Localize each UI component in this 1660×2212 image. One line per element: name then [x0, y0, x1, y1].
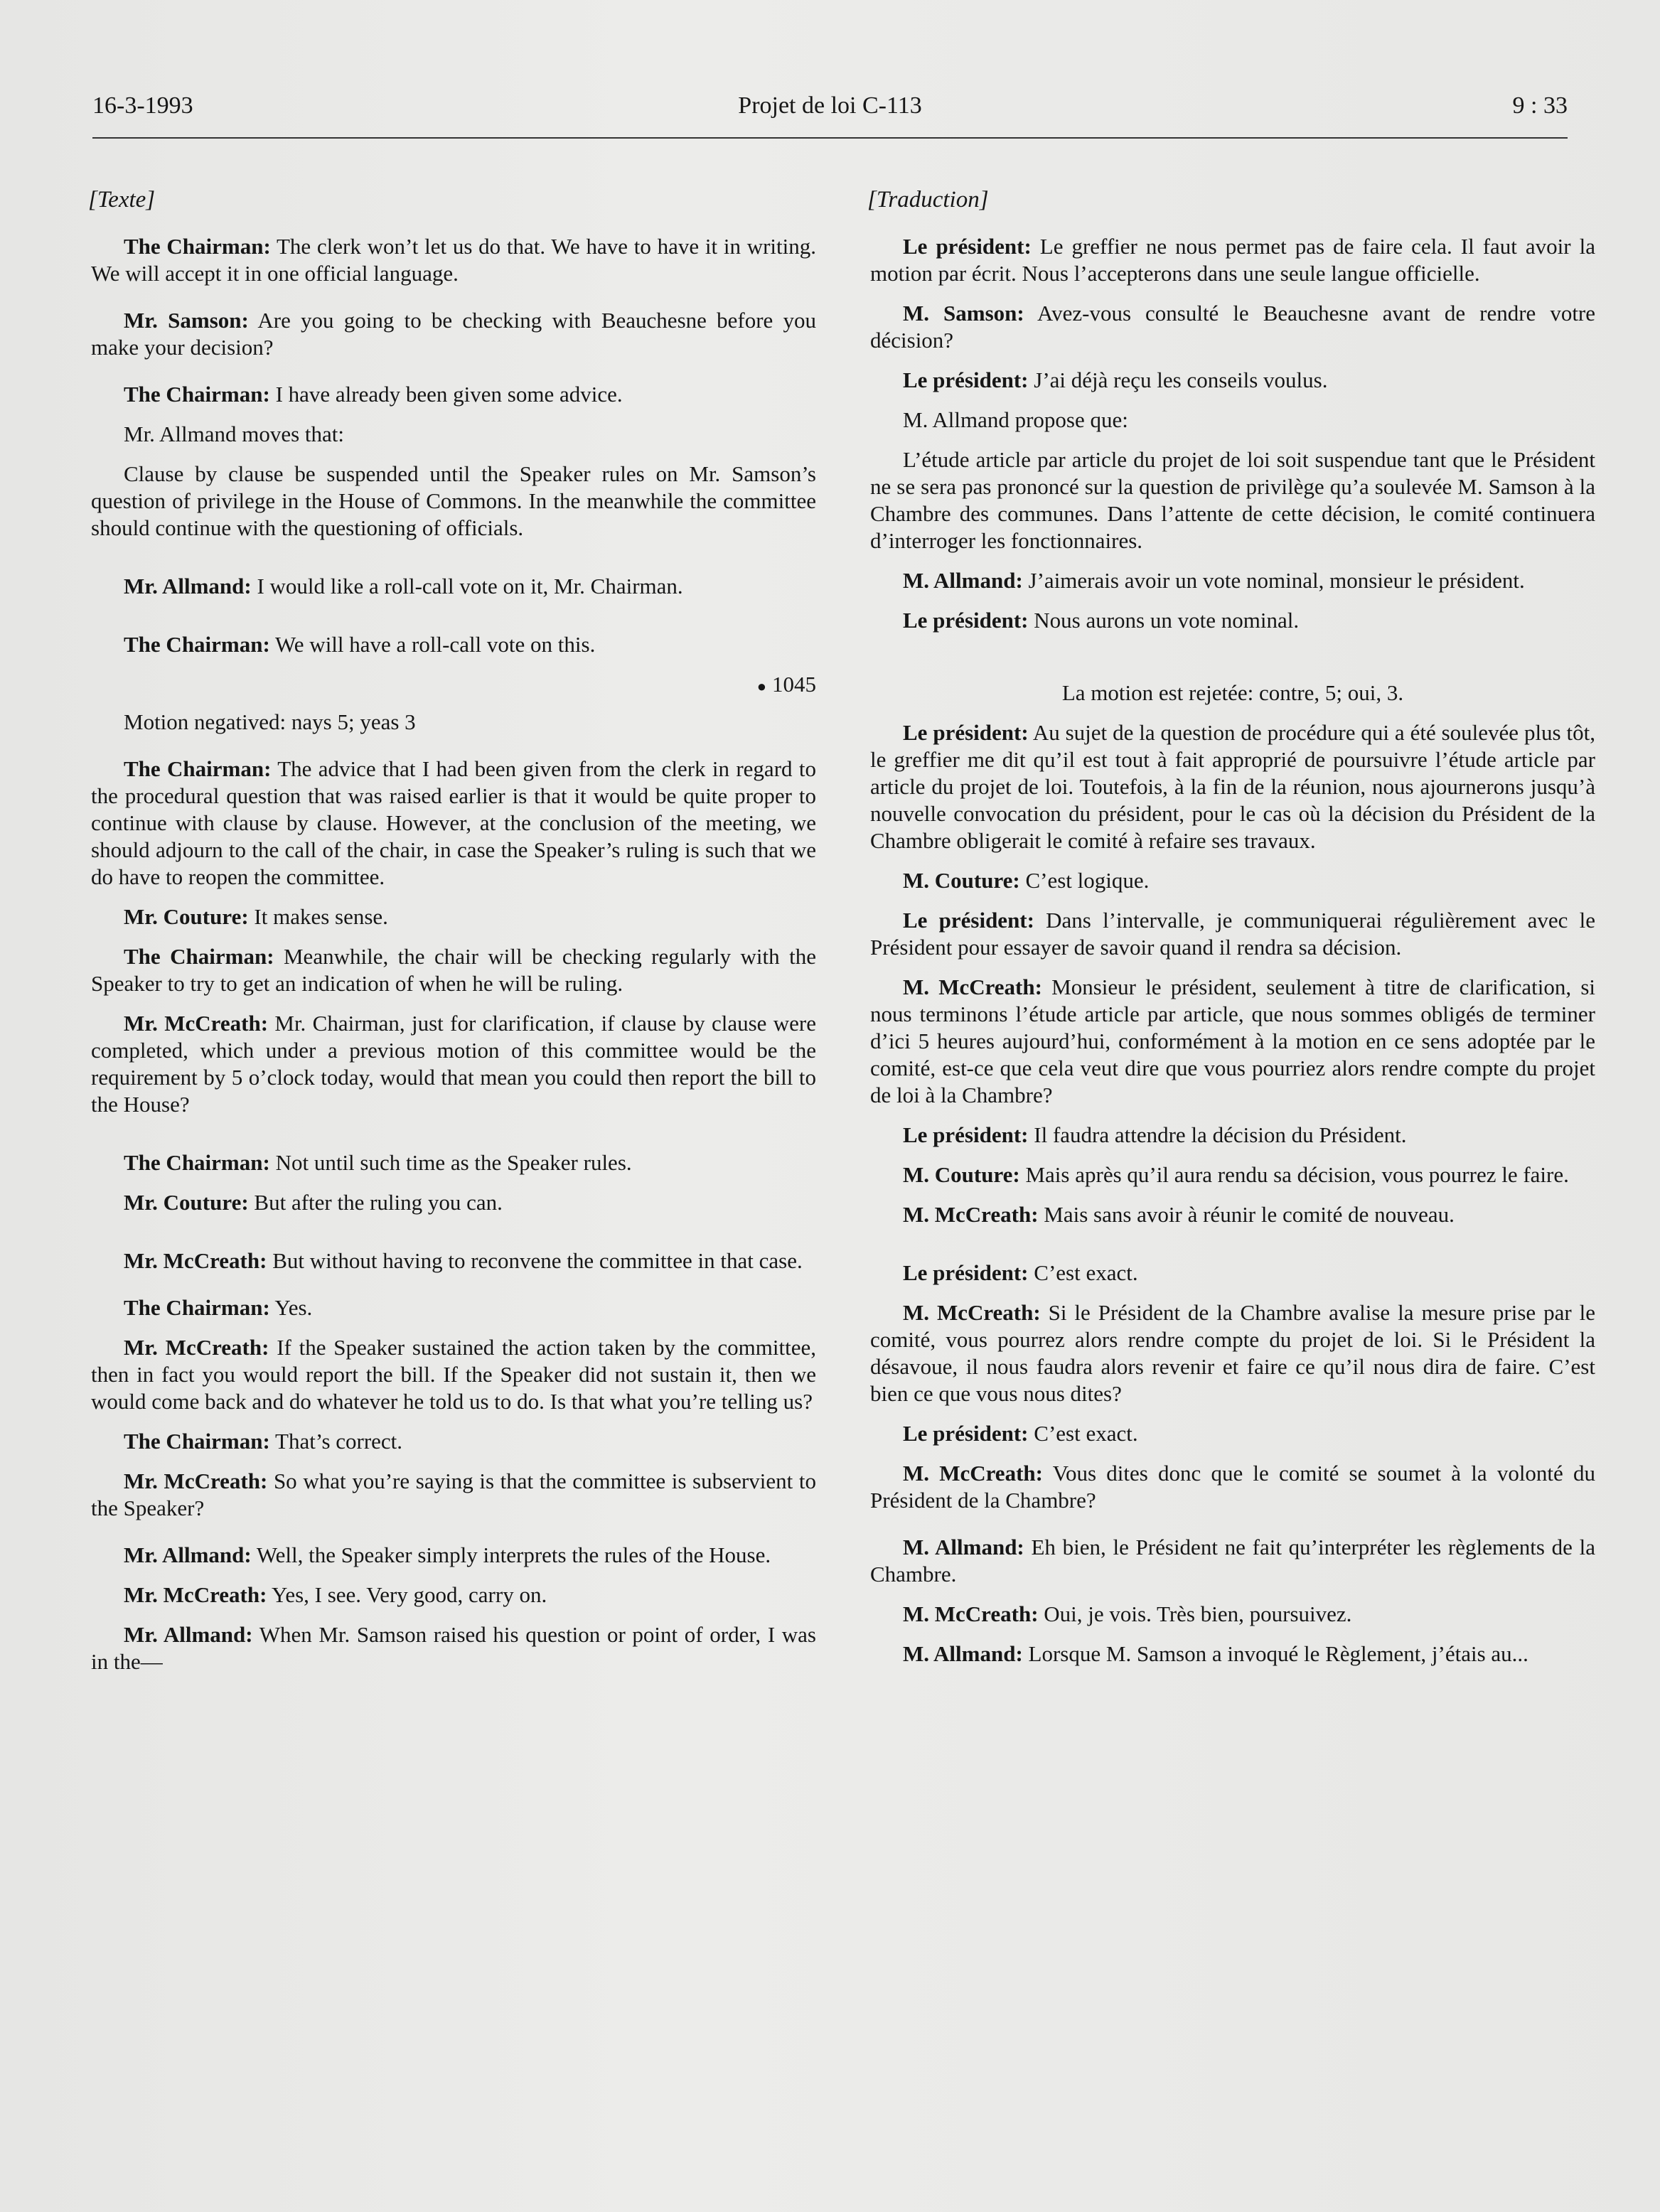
transcript-paragraph [870, 233, 1595, 287]
column-heading-texte: [Texte] [88, 187, 156, 213]
speech-text: Si le Président de la Chambre avalise la mesure prise par le comité, vous pourrez alors rendre compte du projet de loi. Si le Président la désavoue, il nous faudra alors revenir et faire ce qu’il nous dira de faire. C’est bien ce que vous nous dites? [870, 1300, 1595, 1406]
speech-text: C’est exact. [1028, 1260, 1138, 1285]
header-date: 16-3-1993 [92, 92, 193, 119]
speech-text: Lorsque M. Samson a invoqué le Règlement, j’étais au... [1022, 1641, 1528, 1666]
transcript-paragraph [870, 607, 1595, 634]
speaker-name: Le président: [903, 908, 1034, 933]
speaker-name: Mr. McCreath: [124, 1247, 267, 1273]
speaker-name: Mr. Allmand: [124, 574, 252, 598]
transcript-paragraph [91, 756, 816, 891]
speaker-name: M. Allmand: [903, 568, 1023, 593]
speech-text: La motion est rejetée: contre, 5; oui, 3. [1061, 680, 1404, 705]
speaker-name: Mr. McCreath: [124, 1468, 268, 1493]
motion-result [91, 709, 816, 736]
speech-text: The advice that I had been given from the clerk in regard to the procedural question that was raised earlier is that it would be quite proper to continue with clause by clause. However, at the conclusion of the meeting, we should adjourn to the call of the chair, in case the Speaker’s ruling is such that we do have to reopen the committee. [91, 756, 816, 889]
transcript-paragraph [870, 867, 1595, 894]
speech-text: Mr. Allmand moves that: [124, 422, 344, 446]
transcript-paragraph [91, 1582, 816, 1609]
speech-text: Yes, I see. Very good, carry on. [267, 1582, 547, 1607]
speech-text: M. Allmand propose que: [903, 407, 1128, 432]
speech-text: When Mr. Samson raised his question or point of order, I was in the— [91, 1621, 816, 1674]
speech-text: That’s correct. [269, 1428, 403, 1454]
speech-text: I have already been given some advice. [269, 382, 623, 407]
speaker-name: M. McCreath: [903, 975, 1042, 999]
speaker-name: Mr. Couture: [124, 903, 249, 929]
transcript-paragraph [91, 1010, 816, 1118]
speech-text: So what you’re saying is that the committee is subservient to the Speaker? [91, 1468, 816, 1520]
speech-text: Not until such time as the Speaker rules. [269, 1149, 632, 1175]
header-rule [92, 137, 1568, 139]
speaker-name: Mr. Samson: [124, 308, 249, 333]
speaker-name: The Chairman: [124, 1149, 270, 1175]
transcript-paragraph [91, 1334, 816, 1415]
speech-text: We will have a roll-call vote on this. [269, 632, 596, 657]
speech-text: Le greffier ne nous permet pas de faire cela. Il faut avoir la motion par écrit. Nous l’accepterons dans une seule langue officielle. [870, 234, 1595, 286]
speaker-name: The Chairman: [124, 1294, 270, 1320]
transcript-paragraph [91, 1294, 816, 1321]
transcript-paragraph [870, 1201, 1595, 1228]
speaker-name: The Chairman: [124, 756, 272, 781]
speaker-name: Mr. McCreath: [124, 1582, 267, 1607]
transcript-paragraph [870, 1534, 1595, 1588]
transcript-paragraph [91, 1468, 816, 1522]
speaker-name: The Chairman: [124, 382, 270, 407]
speaker-name: M. Allmand: [903, 1535, 1024, 1559]
time-marker [91, 671, 816, 700]
transcript-paragraph [870, 1641, 1595, 1668]
speech-text: Mais après qu’il aura rendu sa décision, vous pourrez le faire. [1019, 1162, 1569, 1187]
speaker-name: Le président: [903, 367, 1029, 392]
transcript-paragraph [870, 407, 1595, 434]
speaker-name: Le président: [903, 1421, 1029, 1446]
speech-text: Well, the Speaker simply interprets the rules of the House. [251, 1542, 771, 1567]
speaker-name: The Chairman: [124, 1428, 270, 1454]
speech-text: Dans l’intervalle, je communiquerai régulièrement avec le Président pour essayer de savoir quand il rendra sa décision. [870, 908, 1595, 960]
speaker-name: M. Couture: [903, 1162, 1020, 1187]
speech-text: Monsieur le président, seulement à titre de clarification, si nous terminons l’étude article par article, que nous sommes obligés de terminer d’ici 5 heures aujourd’hui, conformément à la motion en ce sens adoptée par le comité, est-ce que cela veut dire que vous pourriez alors rendre compte du projet de loi à la Chambre? [870, 975, 1595, 1107]
speech-text: L’étude article par article du projet de loi soit suspendue tant que le Président ne se sera pas prononcé sur la question de privilège qu’a soulevée M. Samson à la Chambre des communes. Dans l’attente de cette décision, le comité continuera d’interroger les fonctionnaires. [870, 447, 1595, 553]
speech-text: Clause by clause be suspended until the Speaker rules on Mr. Samson’s question of privilege in the House of Commons. In the meanwhile the committee should continue with the questioning of officials. [91, 461, 816, 540]
transcript-paragraph [91, 1428, 816, 1455]
transcript-paragraph [870, 907, 1595, 961]
speech-text: Meanwhile, the chair will be checking regularly with the Speaker to try to get an indication of when he will be ruling. [91, 943, 816, 996]
speech-text: Eh bien, le Président ne fait qu’interpréter les règlements de la Chambre. [870, 1535, 1595, 1586]
speaker-name: Le président: [903, 608, 1029, 633]
speech-text: C’est logique. [1019, 868, 1150, 893]
transcript-paragraph [91, 631, 816, 658]
transcript-paragraph [91, 1247, 816, 1274]
speech-text: Vous dites donc que le comité se soumet à la volonté du Président de la Chambre? [870, 1461, 1595, 1513]
speech-text: I would like a roll-call vote on it, Mr. Chairman. [251, 574, 683, 598]
speech-text: Avez-vous consulté le Beauchesne avant de rendre votre décision? [870, 301, 1596, 353]
speaker-name: Mr. McCreath: [124, 1334, 269, 1360]
motion-text [870, 446, 1595, 554]
header-title: Projet de loi C-113 [738, 92, 922, 119]
transcript-paragraph [91, 573, 816, 600]
speech-text: Nous aurons un vote nominal. [1028, 608, 1300, 633]
speaker-name: Mr. Allmand: [124, 1621, 253, 1647]
speaker-name: Mr. Allmand: [124, 1542, 252, 1567]
speech-text: The clerk won’t let us do that. We have to have it in writing. We will accept it in one official language. [91, 234, 816, 286]
speech-text: Au sujet de la question de procédure qui a été soulevée plus tôt, le greffier me dit qu’il est tout à fait approprié de poursuivre l’étude article par article du projet de loi. Toutefois, à la fin de la réunion, nous ajournerons jusqu’à nouvelle convocation du président, pour le cas où la décision du Président de la Chambre obligerait le comité à refaire ses travaux. [870, 720, 1595, 853]
transcript-paragraph [91, 943, 816, 997]
speech-text: Yes. [269, 1294, 313, 1320]
speech-text: But without having to reconvene the committee in that case. [267, 1247, 803, 1273]
speech-text: J’aimerais avoir un vote nominal, monsieur le président. [1022, 568, 1525, 593]
transcript-paragraph [870, 567, 1595, 594]
speaker-name: M. McCreath: [903, 1202, 1039, 1227]
transcript-paragraph [870, 1122, 1595, 1149]
speaker-name: The Chairman: [124, 234, 271, 259]
speaker-name: Le président: [903, 1260, 1029, 1285]
speech-text: Motion negatived: nays 5; yeas 3 [124, 709, 416, 734]
speech-text: Il faudra attendre la décision du Président. [1028, 1122, 1407, 1147]
transcript-paragraph [870, 719, 1595, 854]
speaker-name: Mr. Couture: [124, 1189, 249, 1215]
speaker-name: M. Allmand: [903, 1641, 1023, 1666]
transcript-paragraph [91, 1149, 816, 1176]
transcript-paragraph [870, 1601, 1595, 1628]
transcript-paragraph [870, 1299, 1595, 1407]
speech-text: J’ai déjà reçu les conseils voulus. [1028, 367, 1328, 392]
transcript-paragraph [870, 1420, 1595, 1447]
speaker-name: Mr. McCreath: [124, 1010, 269, 1036]
speaker-name: The Chairman: [124, 632, 270, 657]
transcript-paragraph [91, 1189, 816, 1216]
running-header [92, 92, 1568, 128]
speaker-name: M. Samson: [903, 301, 1024, 326]
speaker-name: M. Couture: [903, 868, 1020, 893]
transcript-paragraph [870, 300, 1595, 354]
speaker-name: Le président: [903, 720, 1029, 745]
speech-text: Mr. Chairman, just for clarification, if clause by clause were completed, which under a previous motion of this committee would be the requirement by 5 o’clock today, would that mean you could then report the bill to the House? [91, 1010, 816, 1117]
bullet-icon: ● [756, 677, 766, 695]
speaker-name: M. McCreath: [903, 1300, 1041, 1325]
speech-text: Mais sans avoir à réunir le comité de nouveau. [1038, 1202, 1455, 1227]
speaker-name: Le président: [903, 1122, 1029, 1147]
speech-text: But after the ruling you can. [248, 1189, 503, 1215]
speaker-name: M. McCreath: [903, 1461, 1043, 1486]
transcript-paragraph [870, 367, 1595, 394]
speech-text: If the Speaker sustained the action taken by the committee, then in fact you would report the bill. If the Speaker did not sustain it, then we would come back and do whatever he told us to do. Is that what you’re telling us? [91, 1334, 816, 1414]
time-marker-value: 1045 [772, 672, 816, 697]
transcript-paragraph [870, 974, 1595, 1109]
transcript-paragraph [870, 1260, 1595, 1287]
transcript-paragraph [870, 1460, 1595, 1514]
speaker-name: Le président: [903, 234, 1032, 259]
transcript-paragraph [91, 421, 816, 448]
speech-text: Oui, je vois. Très bien, poursuivez. [1038, 1601, 1352, 1626]
motion-result [870, 680, 1595, 707]
french-column [867, 186, 1596, 1687]
column-heading-traduction: [Traduction] [867, 187, 989, 213]
transcript-paragraph [91, 1542, 816, 1569]
speaker-name: The Chairman: [124, 943, 274, 969]
transcript-paragraph [870, 1161, 1595, 1188]
english-column [88, 186, 816, 1695]
transcript-paragraph [91, 381, 816, 408]
speech-text: It makes sense. [248, 903, 388, 929]
transcript-paragraph [91, 307, 816, 361]
transcript-paragraph [91, 233, 816, 287]
speech-text: Are you going to be checking with Beauchesne before you make your decision? [91, 308, 816, 360]
transcript-paragraph [91, 903, 816, 930]
transcript-paragraph [91, 1621, 816, 1675]
motion-text [91, 461, 816, 542]
header-page-number: 9 : 33 [1512, 92, 1568, 119]
speaker-name: M. McCreath: [903, 1601, 1039, 1626]
speech-text: C’est exact. [1028, 1421, 1138, 1446]
